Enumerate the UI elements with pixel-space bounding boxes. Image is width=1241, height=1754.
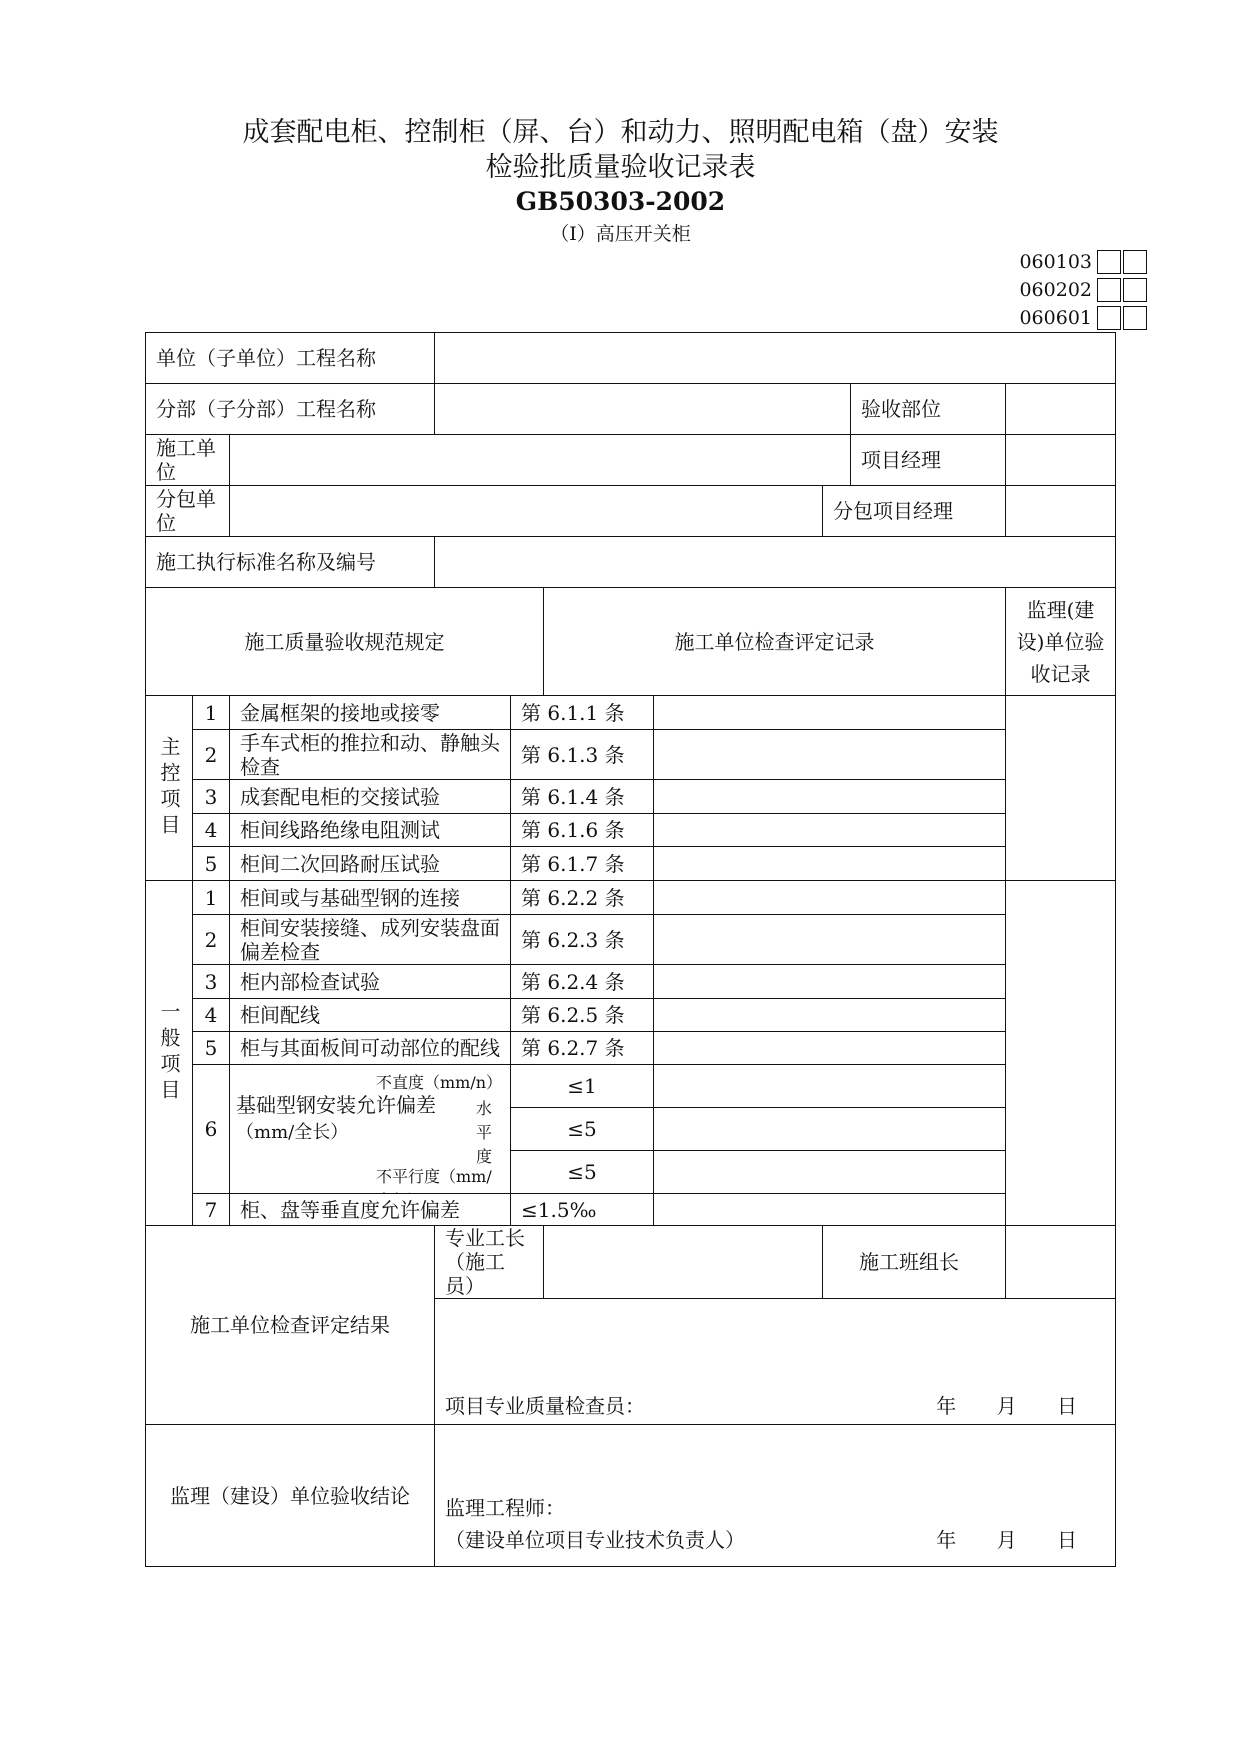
item-number: 2 [193,915,230,965]
item-number: 5 [193,847,230,881]
table-row [146,696,1116,730]
label-standard-name: 施工执行标准名称及编号 [146,537,435,588]
field-project-manager[interactable] [1006,435,1116,486]
construction-sign-area[interactable] [435,1299,1116,1425]
header-supervision: 监理(建设)单位验收记录 [1006,588,1116,696]
item-description [230,1065,511,1194]
item-number: 2 [193,730,230,780]
tolerance-value: ≤5 [511,1108,654,1151]
sub-label-straightness: 不直度（mm/n） [376,1073,503,1092]
table-row [146,881,1116,915]
form-title-line1: 成套配电柜、控制柜（屏、台）和动力、照明配电箱（盘）安装 [242,117,999,148]
item-number: 1 [193,881,230,915]
item-number: 7 [193,1194,230,1226]
field-construction-unit[interactable] [230,435,851,486]
field-sub-project[interactable] [435,384,851,435]
table-row [146,915,1116,965]
record-cell[interactable] [654,730,1006,780]
measurement-grid[interactable] [654,1108,1006,1151]
record-cell[interactable] [654,696,1006,730]
table-row [146,814,1116,847]
row-standard-name [146,537,1116,588]
form-subtitle: （Ⅰ）高压开关柜 [550,223,691,245]
field-standard-name[interactable] [435,537,1116,588]
item6-unit: （mm/全长） [236,1122,349,1143]
item-description: 柜内部检查试验 [230,965,511,999]
measurement-grid[interactable] [654,1065,1006,1108]
item-number: 5 [193,1032,230,1065]
item-number: 3 [193,780,230,814]
item-reference: 第 6.1.4 条 [511,780,654,814]
item-description: 柜、盘等垂直度允许偏差 [230,1194,511,1226]
table-row [146,1032,1116,1065]
tolerance-value: ≤1 [511,1065,654,1108]
row-sub-project [146,384,1116,435]
item-description: 柜间二次回路耐压试验 [230,847,511,881]
item-description: 手车式柜的推拉和动、静触头检查 [230,730,511,780]
sub-label-parallel: 不平行度（mm/ [376,1167,492,1186]
code-box[interactable] [1097,278,1121,302]
item-reference: 第 6.1.7 条 [511,847,654,881]
item-reference: 第 6.2.4 条 [511,965,654,999]
item-number: 4 [193,999,230,1032]
record-cell[interactable] [654,965,1006,999]
label-acceptance-part: 验收部位 [851,384,1006,435]
label-construction-unit: 施工单位 [146,435,230,486]
item6-title: 基础型钢安装允许偏差 [236,1093,436,1117]
label-sub-project: 分部（子分部）工程名称 [146,384,435,435]
label-project-manager: 项目经理 [851,435,1006,486]
supervision-sign-area[interactable] [435,1425,1116,1567]
date-day: 日 [1057,1394,1077,1418]
section-label-general: 一般项目 [146,881,193,1226]
record-cell[interactable] [654,915,1006,965]
label-foreman: 专业工长（施工员） [435,1226,544,1299]
field-unit-project[interactable] [435,333,1116,384]
record-cell[interactable] [654,847,1006,881]
record-cell[interactable] [654,814,1006,847]
sub-label-level: 水平度 [476,1099,493,1166]
row-subcontract-unit [146,486,1116,537]
date-day: 日 [1057,1528,1077,1552]
field-foreman[interactable] [544,1226,823,1299]
supervision-cell[interactable] [1006,696,1116,881]
item-description: 柜与其面板间可动部位的配线 [230,1032,511,1065]
field-subcontract-manager[interactable] [1006,486,1116,537]
code-number: 060202 [1019,279,1092,301]
item-reference: 第 6.1.3 条 [511,730,654,780]
label-construction-result: 施工单位检查评定结果 [146,1226,435,1425]
label-subcontract-manager: 分包项目经理 [823,486,1006,537]
label-owner-rep: （建设单位项目专业技术负责人） [445,1528,745,1552]
field-team-leader[interactable] [1006,1226,1116,1299]
item-number: 1 [193,696,230,730]
code-number: 060601 [1019,307,1092,329]
measurement-grid[interactable] [654,1151,1006,1194]
inspection-form-table [145,332,1116,1567]
label-inspector: 项目专业质量检查员： [445,1394,645,1418]
record-cell[interactable] [654,1032,1006,1065]
row-supervision-conclusion [146,1425,1116,1567]
code-row [1010,276,1210,304]
code-row [1010,248,1210,276]
table-row [146,730,1116,780]
field-subcontract-unit[interactable] [230,486,823,537]
table-row [146,847,1116,881]
date-placeholder [902,1528,1077,1552]
code-number: 060103 [1019,251,1092,273]
item-description: 金属框架的接地或接零 [230,696,511,730]
label-engineer: 监理工程师： [445,1496,565,1520]
row-construction-unit [146,435,1116,486]
code-box[interactable] [1123,306,1147,330]
item-description: 柜间或与基础型钢的连接 [230,881,511,915]
date-year: 年 [936,1394,957,1418]
code-box[interactable] [1097,250,1121,274]
code-box[interactable] [1097,306,1121,330]
header-record: 施工单位检查评定记录 [544,588,1006,696]
field-acceptance-part[interactable] [1006,384,1116,435]
date-month: 月 [996,1394,1017,1418]
row-unit-project [146,333,1116,384]
date-year: 年 [936,1528,957,1552]
item-number: 3 [193,965,230,999]
section-label-main-control: 主控项目 [146,696,193,881]
item-reference: 第 6.2.7 条 [511,1032,654,1065]
item-reference: 第 6.2.3 条 [511,915,654,965]
item-reference: 第 6.1.6 条 [511,814,654,847]
date-month: 月 [996,1528,1017,1552]
item-reference: 第 6.1.1 条 [511,696,654,730]
table-row [146,999,1116,1032]
label-supervision-conclusion: 监理（建设）单位验收结论 [146,1425,435,1567]
form-codes [1010,248,1210,332]
row-construction-result [146,1226,1116,1299]
code-box[interactable] [1123,250,1147,274]
label-unit-project: 单位（子单位）工程名称 [146,333,435,384]
item-description: 成套配电柜的交接试验 [230,780,511,814]
supervision-cell[interactable] [1006,881,1116,1226]
tolerance-value: ≤5 [511,1151,654,1194]
label-team-leader: 施工班组长 [823,1226,1006,1299]
header-spec: 施工质量验收规范规定 [146,588,544,696]
item-number: 4 [193,814,230,847]
item-reference: 第 6.2.5 条 [511,999,654,1032]
item-description: 柜间线路绝缘电阻测试 [230,814,511,847]
item-description: 柜间配线 [230,999,511,1032]
item-number: 6 [193,1065,230,1194]
record-cell[interactable] [654,881,1006,915]
label-subcontract-unit: 分包单位 [146,486,230,537]
standard-code: GB50303-2002 [515,187,726,216]
table-row [146,780,1116,814]
code-box[interactable] [1123,278,1147,302]
record-cell[interactable] [654,780,1006,814]
date-placeholder [902,1394,1077,1418]
table-row [146,965,1116,999]
item-reference: ≤1.5‰ [511,1194,654,1226]
item-description: 柜间安装接缝、成列安装盘面偏差检查 [230,915,511,965]
record-cell[interactable] [654,999,1006,1032]
form-title-line2: 检验批质量验收记录表 [485,152,756,183]
measurement-grid[interactable] [654,1194,1006,1226]
item-reference: 第 6.2.2 条 [511,881,654,915]
table-row [146,1194,1116,1226]
code-row [1010,304,1210,332]
table-row [146,1065,1116,1108]
row-column-headers [146,588,1116,696]
